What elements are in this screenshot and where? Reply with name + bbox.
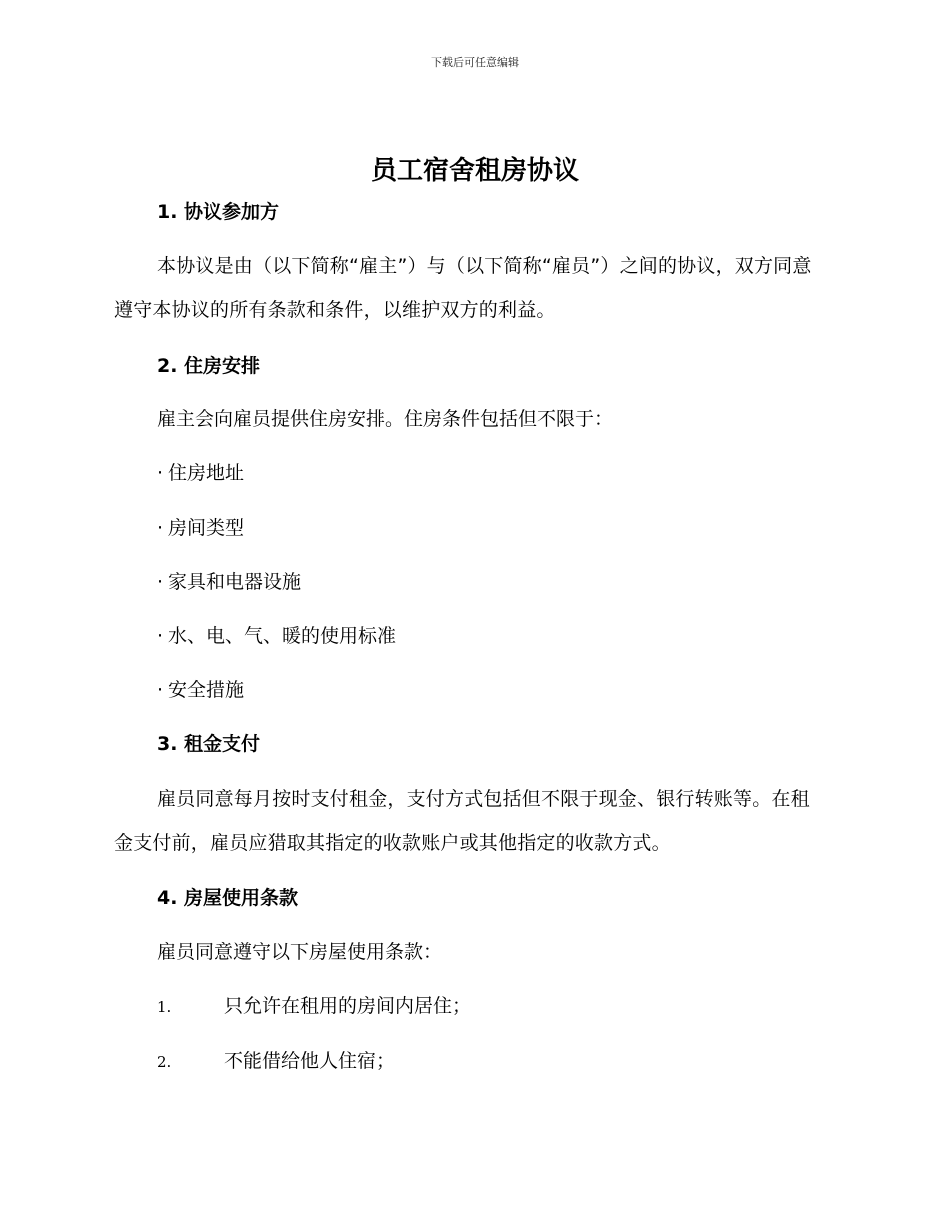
list-item-text: 不能借给他人住宿； [224,1050,396,1072]
list-item-text: 安全措施 [168,679,245,701]
bullet-marker: · [157,462,164,484]
section-heading-4: 4. 房屋使用条款 [157,887,299,909]
list-item [0,567,950,597]
list-item-number: 2. [157,1053,172,1071]
section-4-intro: 雇员同意遵守以下房屋使用条款： [157,941,443,963]
section-2-intro: 雇主会向雇员提供住房安排。住房条件包括但不限于： [157,408,614,430]
section-heading-1: 1. 协议参加方 [157,201,280,223]
bullet-marker: · [157,517,164,539]
list-item [0,991,950,1022]
section-3-paragraph: 雇员同意每月按时支付租金，支付方式包括但不限于现金、银行转账等。在租金支付前，雇员应猎取其指定的收款账户或其他指定的收款方式。 [114,788,810,854]
list-item [0,1046,950,1077]
list-item [0,458,950,488]
document-title: 员工宿舍租房协议 [370,156,579,186]
list-item-text: 水、电、气、暖的使用标准 [168,625,397,647]
section-heading-2: 2. 住房安排 [157,355,261,377]
list-item-text: 住房地址 [168,462,245,484]
section-heading-3: 3. 租金支付 [157,733,261,755]
list-item-number: 1. [157,998,172,1016]
header-note: 下载后可任意编辑 [431,56,519,69]
list-item-text: 家具和电器设施 [168,571,302,593]
bullet-marker: · [157,571,164,593]
list-item-text: 只允许在租用的房间内居住； [224,995,472,1017]
list-item-text: 房间类型 [168,517,245,539]
bullet-marker: · [157,679,164,701]
list-item [0,513,950,543]
list-item [0,675,950,705]
bullet-marker: · [157,625,164,647]
list-item [0,621,950,651]
section-1-paragraph: 本协议是由（以下简称“雇主”）与（以下简称“雇员”）之间的协议，双方同意遵守本协议的所有条款和条件，以维护双方的利益。 [114,255,812,321]
